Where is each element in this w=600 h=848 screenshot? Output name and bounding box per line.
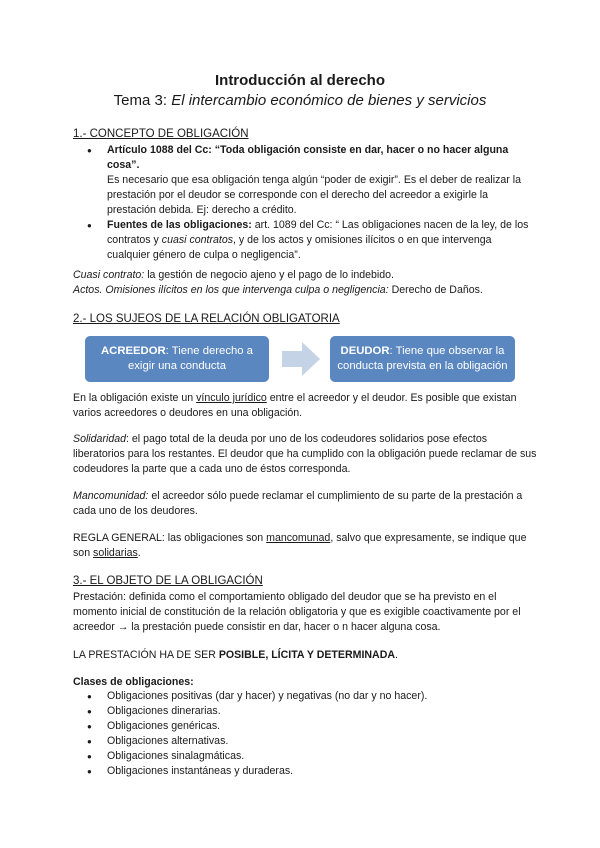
list-item: ● Obligaciones dinerarias. (73, 704, 533, 719)
mancomunidad-text: el acreedor sólo puede reclamar el cumplimiento de su parte de la prestación a cada uno de los deudores. (73, 490, 523, 517)
page-subtitle (0, 92, 600, 109)
subtitle-topic: El intercambio económico de bienes y servicios (171, 92, 487, 109)
actos-ilicitos-line (73, 283, 543, 298)
solidaridad-paragraph (73, 432, 538, 477)
article-1088-explanation: Es necesario que esa obligación tenga algún “poder de exigir”. Es el deber de realizar la prestación por el deudor se corresponde con el derecho del acreedor a exigirle la prestación debida. Ej: derecho a crédito. (107, 174, 521, 216)
cuasi-contrato-term: Cuasi contrato: (73, 269, 145, 281)
fuentes-text-a: art. 1089 del Cc: “ Las obligaciones nacen de la ley, de los contratos y (107, 219, 529, 246)
acreedor-label: ACREEDOR (101, 345, 166, 357)
regla-general-paragraph (73, 531, 538, 561)
list-item: ● Obligaciones alternativas. (73, 734, 533, 749)
solidaridad-text: : el pago total de la deuda por uno de los codeudores solidarios pose efectos liberatorios para los restantes. El deudor que ha cumplido con la obligación puede reclamar de sus codeudores la parte que a cada uno de éstos corresponda. (73, 433, 537, 475)
cuasi-contrato-text: la gestión de negocio ajeno y el pago de lo indebido. (144, 269, 394, 281)
subtitle-prefix: Tema 3: (113, 92, 172, 109)
page-title: Introducción al derecho (214, 72, 386, 89)
section-1-bullets (73, 143, 533, 263)
mancomunidad-term: Mancomunidad: (73, 490, 149, 502)
deudor-label: DEUDOR (340, 345, 390, 357)
vinculo-term: vínculo jurídico (196, 392, 267, 404)
vinculo-paragraph (73, 391, 538, 421)
fuentes-label: Fuentes de las obligaciones: (107, 219, 252, 231)
cuasi-contrato-line (73, 268, 533, 283)
regla-text-c: . (137, 547, 141, 559)
vinculo-text-a: En la obligación existe un (73, 392, 197, 404)
solidaridad-term: Solidaridad (73, 433, 127, 445)
acreedor-text: : Tiene derecho a exigir una conducta (128, 345, 253, 372)
section-2-heading: 2.- LOS SUJEOS DE LA RELACIÓN OBLIGATORIA (73, 313, 340, 325)
mancomunad-term: mancomunad (266, 532, 331, 544)
subjects-diagram (85, 336, 515, 382)
fuentes-text-b: , y de los actos y omisiones ilícitos o en que intervenga cualquier género de culpa o negligencia”. (107, 234, 492, 261)
prestacion-requisitos (73, 648, 533, 663)
classes-heading: Clases de obligaciones: (73, 676, 194, 688)
deudor-box (330, 336, 515, 382)
deudor-text: : Tiene que observar la conducta prevista en la obligación (337, 345, 508, 372)
regla-text-a: REGLA GENERAL: las obligaciones son (73, 532, 267, 544)
list-item (73, 143, 533, 218)
article-1088-quote: Artículo 1088 del Cc: “Toda obligación consiste en dar, hacer o no hacer alguna cosa”. (107, 144, 509, 171)
requisitos-bold: POSIBLE, LÍCITA Y DETERMINADA (218, 649, 395, 661)
prestacion-paragraph: Prestación: definida como el comportamiento obligado del deudor que se ha previsto en el momento inicial de constitución de la relación obligatoria y que es exigible coactivamente por el acreedor → la prestación puede consistir en dar, hacer o n hacer alguna cosa. (73, 591, 521, 633)
requisitos-text-a: LA PRESTACIÓN HA DE SER (73, 649, 219, 661)
arrow-right-icon (282, 342, 320, 376)
section-3-heading: 3.- EL OBJETO DE LA OBLIGACIÓN (73, 575, 263, 587)
list-item: ● Obligaciones instantáneas y duraderas. (73, 764, 533, 779)
list-item: ● Obligaciones positivas (dar y hacer) y negativas (no dar y no hacer). (73, 689, 533, 704)
fuentes-italic: cuasi contratos (161, 234, 234, 246)
list-item: ● Obligaciones sinalagmáticas. (73, 749, 533, 764)
list-item (73, 218, 533, 263)
classes-list (73, 689, 533, 779)
section-1-heading: 1.- CONCEPTO DE OBLIGACIÓN (73, 128, 249, 140)
actos-ilicitos-term: Actos. Omisiones ilícitos en los que intervenga culpa o negligencia: (73, 284, 389, 296)
actos-ilicitos-text: Derecho de Daños. (388, 284, 483, 296)
requisitos-text-c: . (395, 649, 398, 661)
regla-text-b: , salvo que expresamente, se indique que son (73, 532, 527, 559)
list-item: ● Obligaciones genéricas. (73, 719, 533, 734)
acreedor-box (85, 336, 269, 382)
mancomunidad-paragraph (73, 489, 528, 519)
vinculo-text-b: entre el acreedor y el deudor. Es posible que existan varios acreedores o deudores en una obligación. (73, 392, 517, 419)
solidarias-term: solidarias (93, 547, 138, 559)
